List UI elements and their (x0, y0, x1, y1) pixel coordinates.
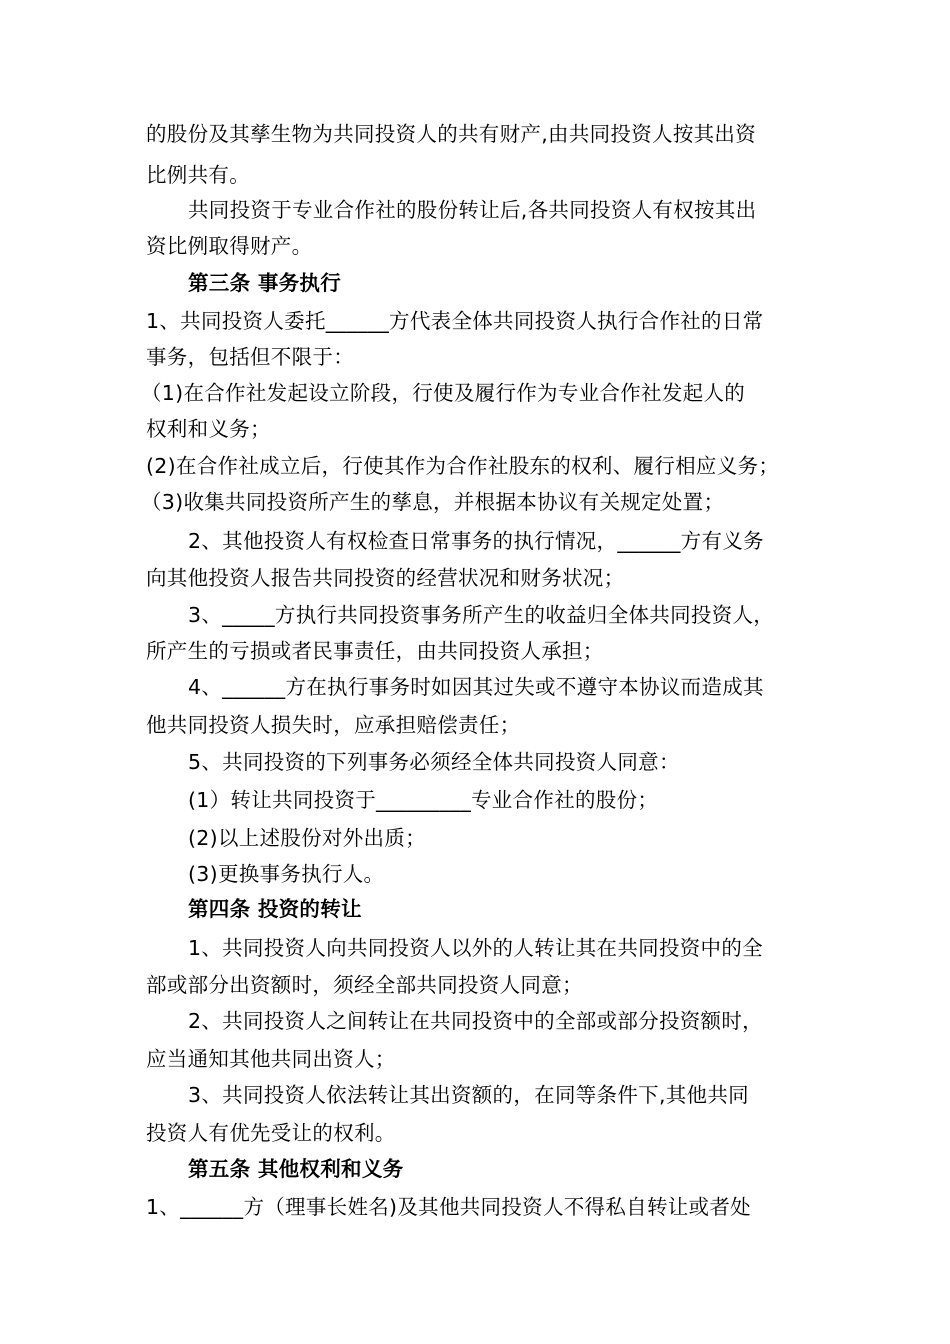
body-text-line: (3)更换事务执行人。 (188, 862, 385, 886)
body-text-line: 比例共有。 (146, 163, 250, 187)
body-text-line: 1、共同投资人委托______方代表全体共同投资人执行合作社的日常 (146, 309, 764, 333)
section-heading-article-3: 第三条 事务执行 (188, 271, 342, 295)
body-text-line: 他共同投资人损失时，应承担赔偿责任； (146, 713, 521, 737)
body-text-line: 投资人有优先受让的权利。 (146, 1121, 396, 1145)
body-text-line: 共同投资于专业合作社的股份转让后,各共同投资人有权按其出 (188, 198, 757, 222)
body-text-line: 权利和义务； (146, 417, 271, 441)
body-text-line: 5、共同投资的下列事务必须经全体共同投资人同意： (188, 750, 680, 774)
body-text-line: (2)在合作社成立后，行使其作为合作社股东的权利、履行相应义务； (146, 454, 780, 478)
body-text-line: 3、_____方执行共同投资事务所产生的收益归全体共同投资人， (188, 603, 775, 627)
body-text-line: 事务，包括但不限于： (146, 345, 354, 369)
body-text-line: 应当通知其他共同出资人； (146, 1047, 396, 1071)
body-text-line: 向其他投资人报告共同投资的经营状况和财务状况； (146, 566, 625, 590)
body-text-line: 所产生的亏损或者民事责任，由共同投资人承担； (146, 639, 604, 663)
body-text-line: （3)收集共同投资所产生的孳息，并根据本协议有关规定处置； (141, 490, 725, 514)
body-text-line: 资比例取得财产。 (146, 234, 313, 258)
section-heading-article-4: 第四条 投资的转让 (188, 897, 362, 921)
body-text-line: 部或部分出资额时，须经全部共同投资人同意； (146, 973, 583, 997)
body-text-line: (1）转让共同投资于_________专业合作社的股份； (188, 788, 659, 812)
body-text-line: 2、其他投资人有权检查日常事务的执行情况，______方有义务 (188, 529, 764, 553)
body-text-line: 3、共同投资人依法转让其出资额的，在同等条件下,其他共同 (188, 1083, 749, 1107)
body-text-line: 的股份及其孳生物为共同投资人的共有财产,由共同投资人按其出资 (146, 122, 757, 146)
section-heading-article-5: 第五条 其他权利和义务 (188, 1157, 404, 1181)
body-text-line: (2)以上述股份对外出质； (188, 826, 426, 850)
body-text-line: 2、共同投资人之间转让在共同投资中的全部或部分投资额时， (188, 1009, 763, 1033)
body-text-line: 4、______方在执行事务时如因其过失或不遵守本协议而造成其 (188, 675, 764, 699)
body-text-line: 1、______方（理事长姓名)及其他共同投资人不得私自转让或者处 (146, 1195, 751, 1219)
body-text-line: 1、共同投资人向共同投资人以外的人转让其在共同投资中的全 (188, 936, 763, 960)
body-text-line: （1)在合作社发起设立阶段，行使及履行作为专业合作社发起人的 (141, 381, 746, 405)
